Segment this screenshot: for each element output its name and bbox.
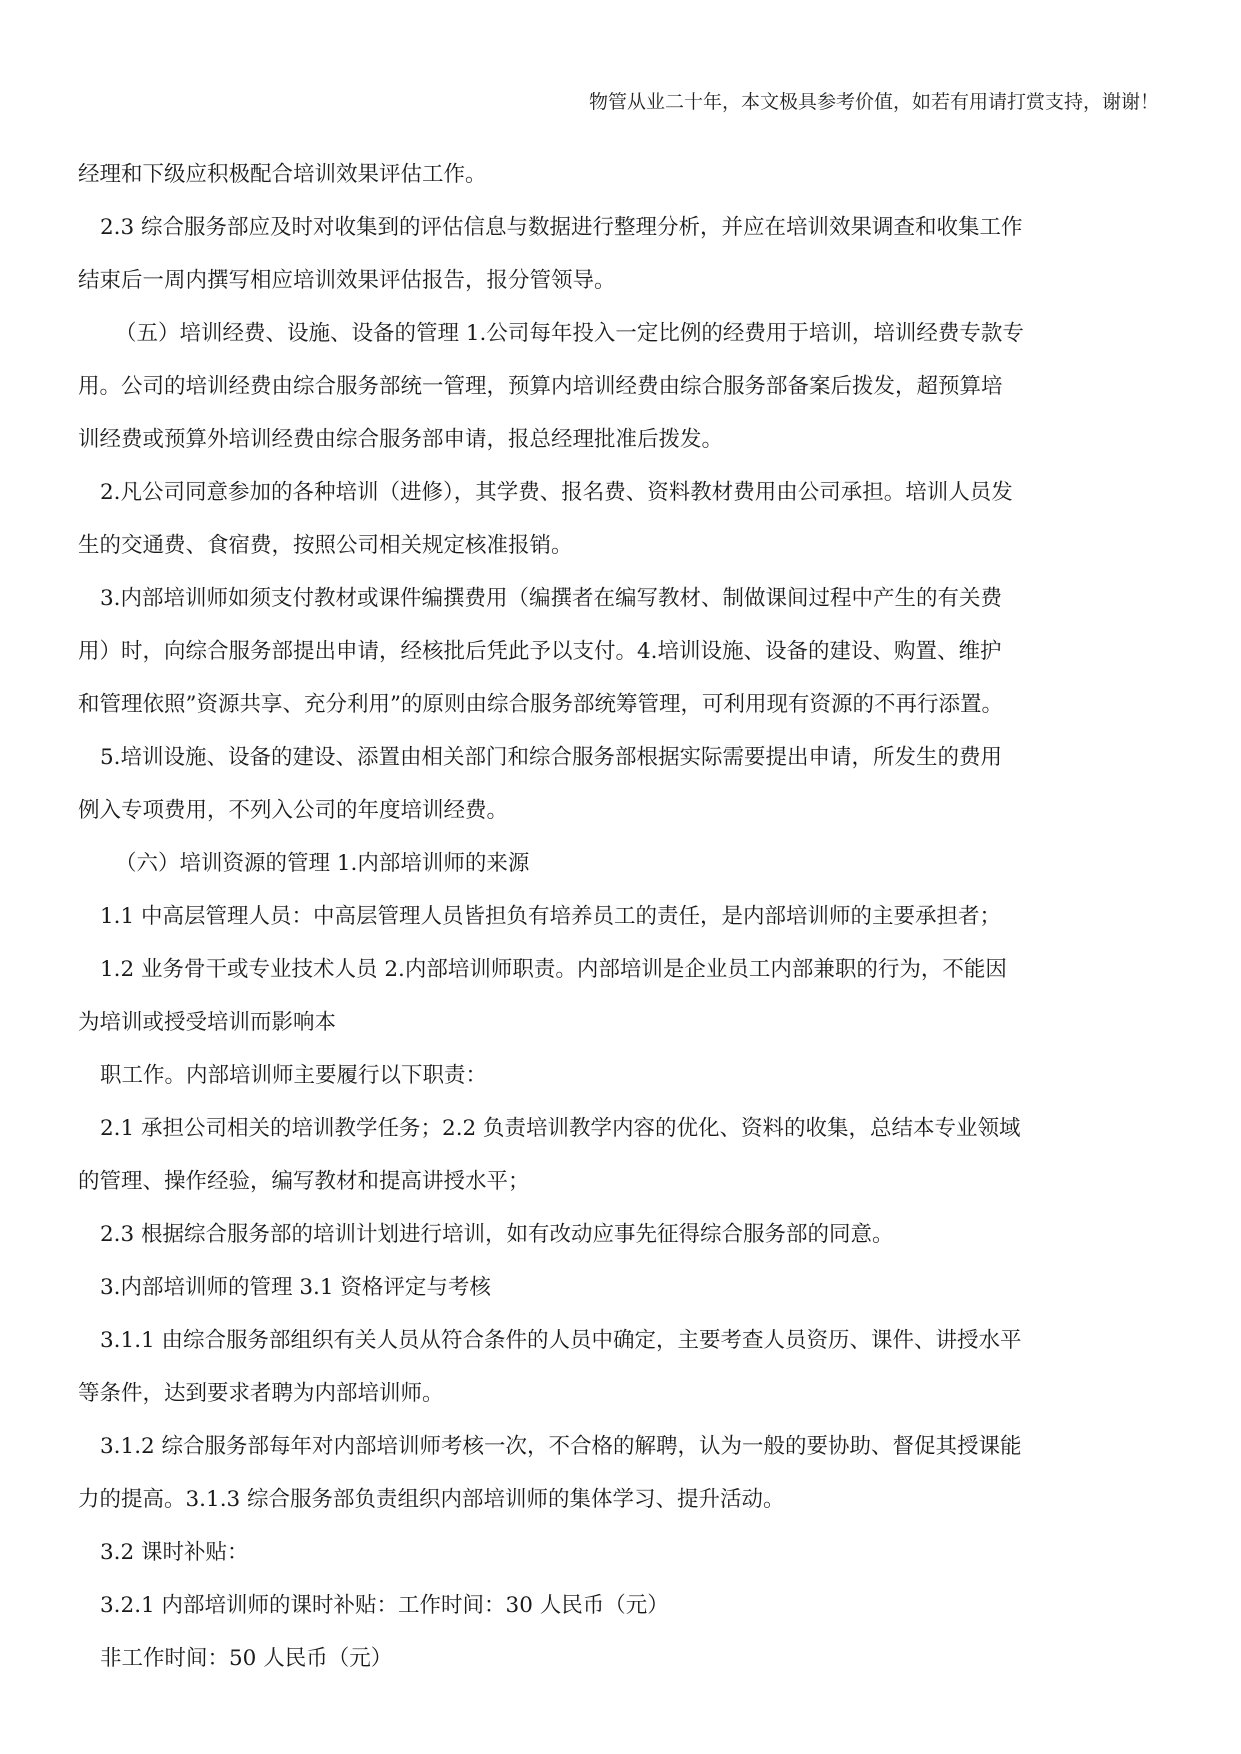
- body-line: 2.3 根据综合服务部的培训计划进行培训，如有改动应事先征得综合服务部的同意。: [100, 1222, 894, 1247]
- body-line: 3.1.1 由综合服务部组织有关人员从符合条件的人员中确定，主要考查人员资历、课件、讲授水平: [100, 1328, 1022, 1353]
- body-line: 训经费或预算外培训经费由综合服务部申请，报总经理批准后拨发。: [78, 427, 724, 452]
- body-line: 3.内部培训师如须支付教材或课件编撰费用（编撰者在编写教材、制做课间过程中产生的有关费: [100, 586, 1003, 611]
- body-line: 2.1 承担公司相关的培训教学任务；2.2 负责培训教学内容的优化、资料的收集，总结本专业领域: [100, 1116, 1021, 1141]
- body-line: 为培训或授受培训而影响本: [78, 1010, 337, 1035]
- body-line: 3.2.1 内部培训师的课时补贴：工作时间：30 人民币（元）: [100, 1593, 669, 1618]
- body-line: 职工作。内部培训师主要履行以下职责：: [100, 1063, 488, 1088]
- body-line: 3.内部培训师的管理 3.1 资格评定与考核: [100, 1275, 491, 1300]
- body-line: （六）培训资源的管理 1.内部培训师的来源: [115, 851, 530, 876]
- body-line: 的管理、操作经验，编写教材和提高讲授水平；: [78, 1169, 530, 1194]
- body-line: 非工作时间：50 人民币（元）: [100, 1646, 393, 1671]
- header-note: 物管从业二十年，本文极具参考价值，如若有用请打赏支持，谢谢！: [588, 91, 1159, 113]
- body-line: 1.1 中高层管理人员：中高层管理人员皆担负有培养员工的责任，是内部培训师的主要承担者；: [100, 904, 1002, 929]
- body-line: 生的交通费、食宿费，按照公司相关规定核准报销。: [78, 533, 573, 558]
- body-line: 用。公司的培训经费由综合服务部统一管理，预算内培训经费由综合服务部备案后拨发，超预算培: [78, 374, 1003, 399]
- body-line: 经理和下级应积极配合培训效果评估工作。: [78, 162, 487, 187]
- body-line: 3.1.2 综合服务部每年对内部培训师考核一次，不合格的解聘，认为一般的要协助、督促其授课能: [100, 1434, 1022, 1459]
- body-line: 1.2 业务骨干或专业技术人员 2.内部培训师职责。内部培训是企业员工内部兼职的行为，不能因: [100, 957, 1007, 982]
- body-line: 2.凡公司同意参加的各种培训（进修），其学费、报名费、资料教材费用由公司承担。培训人员发: [100, 480, 1013, 505]
- body-line: 等条件，达到要求者聘为内部培训师。: [78, 1381, 444, 1406]
- body-line: 结束后一周内撰写相应培训效果评估报告，报分管领导。: [78, 268, 616, 293]
- body-line: 力的提高。3.1.3 综合服务部负责组织内部培训师的集体学习、提升活动。: [78, 1487, 785, 1512]
- body-line: 3.2 课时补贴：: [100, 1540, 249, 1565]
- document-body: [78, 157, 1168, 1677]
- body-line: 用）时，向综合服务部提出申请，经核批后凭此予以支付。4.培训设施、设备的建设、购置、维护: [78, 639, 1002, 664]
- body-line: 2.3 综合服务部应及时对收集到的评估信息与数据进行整理分析，并应在培训效果调查和收集工作: [100, 215, 1023, 240]
- body-line: 例入专项费用，不列入公司的年度培训经费。: [78, 798, 509, 823]
- body-line: 和管理依照”资源共享、充分利用”的原则由综合服务部统筹管理，可利用现有资源的不再行添置。: [78, 692, 1003, 717]
- body-line: 5.培训设施、设备的建设、添置由相关部门和综合服务部根据实际需要提出申请，所发生的费用: [100, 745, 1003, 770]
- body-line: （五）培训经费、设施、设备的管理 1.公司每年投入一定比例的经费用于培训，培训经费专款专: [115, 321, 1024, 346]
